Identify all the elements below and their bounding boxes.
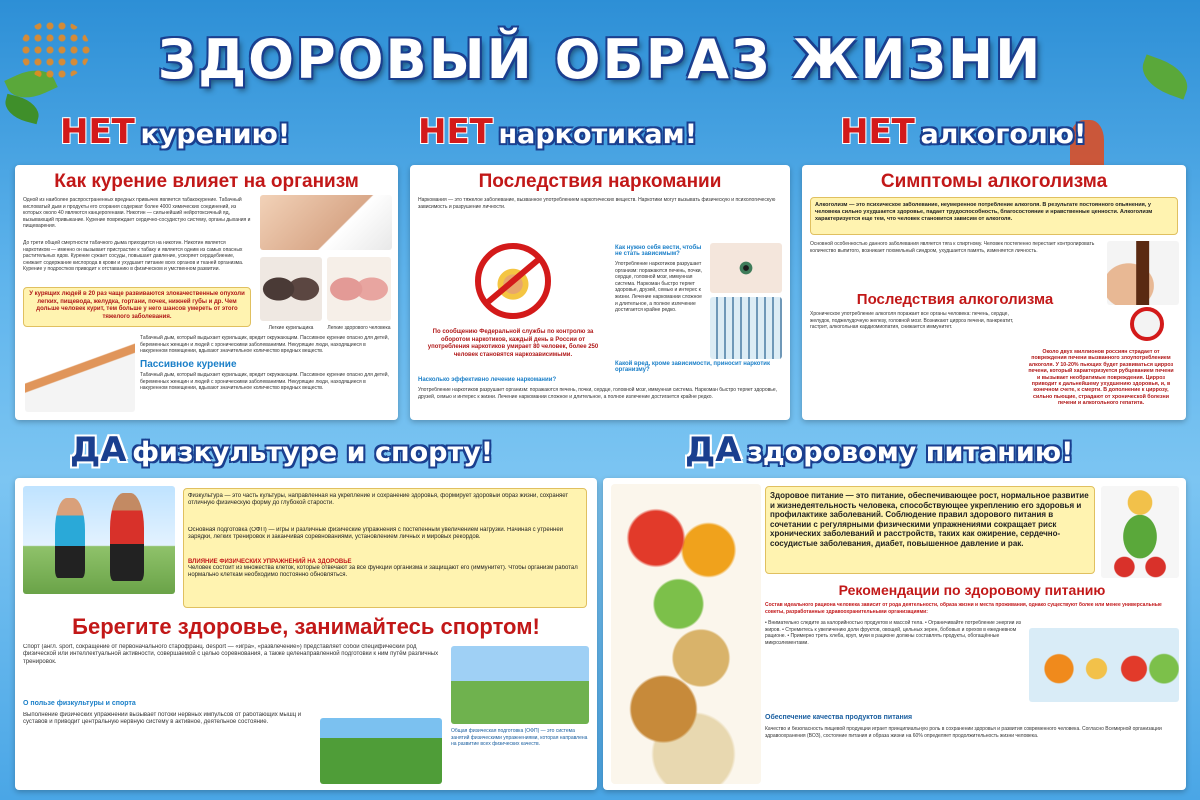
lungs-healthy-label: Легкие здорового человека (327, 325, 391, 331)
panel-sport (15, 478, 597, 790)
panel-food (603, 478, 1186, 790)
food-rec-intro: Состав идеального рациона человека зависит от рода деятельности, образа жизни и места проживания, однако существуют более или менее универсальные советы, разработанные здравоохранительными организациями: (765, 602, 1162, 615)
alcohol-body-text: Основной особенностью данного заболевания является тяга к спиртному. Человек постепенно перестает контролировать количество выпитого, возникает похмельный синдром, ухудшается память, изменяется личность. (810, 241, 1095, 254)
panel-alcohol (802, 165, 1186, 420)
hand-bottle-image (1107, 241, 1179, 305)
panel-heading: Последствия наркомании (478, 171, 722, 192)
smoking-body-text: До трети общей смертности табачного дыма приходится на никотин. Никотин является наркотиком — именно он вызывает пристрастие к табаку и является одним из самых опасных растительных ядов. Курение сужает сосуды, повышает давление, ускоряет сердцебиение, снижает содержание кислорода в крови и ухудшает питание всех органов и тканей организма. Курение у подростков приводит к отставанию в физическом и умственном развитии. (23, 240, 244, 273)
sport-info-box (183, 488, 587, 608)
no-alcohol-icon (1130, 307, 1164, 341)
alcohol-consequences-text: Хроническое употребление алкоголя поражает все органы человека: печень, сердце, желудок, поджелудочную железу, головной мозг. Возникают цирроз печени, панкреатит, гастрит, алкогольная кардиомиопатия, снижается иммунитет. (810, 311, 1014, 331)
food-definition-text: Здоровое питание — это питание, обеспечивающее рост, нормальное развитие и жизнедеятельность человека, способствующее укреплению его здоровья и профилактике заболеваний. Соблюдение правил здорового питания в сочетании с регулярными физическими упражнениями сокращает риск хронических заболеваний и расстройств, таких как ожирение, сердечно-сосудистые заболевания, диабет, повышенное давление и рак. (770, 491, 1089, 548)
slogan-alcohol-word: алкоголю! (920, 119, 1087, 150)
smoking-warning-box: У курящих людей в 20 раз чаще развиваются злокачественные опухоли легких, пищевода, желудка, гортани, почек, нижней губы и др. Чем дольше человек курит, тем больше у него шансов умереть от этого тяжелого заболевания. (23, 287, 251, 327)
influence-text: Человек состоит из множества клеток, которые отвечают за все функции организма и защищают его (иммунитет). Чтобы организм работал нормально клеткам необходимо постоянно обновляться. (188, 565, 578, 579)
sport-big-heading: Берегите здоровье, занимайтесь спортом! (72, 614, 540, 639)
alcohol-intro-box (810, 197, 1178, 235)
influence-heading: ВЛИЯНИЕ ФИЗИЧЕСКИХ УПРАЖНЕНИЙ НА ЗДОРОВЬЕ (188, 559, 352, 565)
slogan-no-smoking (60, 112, 290, 152)
sport-description-text: Спорт (англ. sport, сокращение от первоначального старофранц. desport — «игра», «развлечение») представляет собой специфический род физической или интеллектуальной активности, совершаемой с целью соревнования, а также целенаправленной подготовки к ним путём различных тренировок. (23, 644, 439, 665)
panel-drugs (410, 165, 790, 420)
panel-smoking (15, 165, 398, 420)
drugs-body-text: Употребление наркотиков разрушает организм: поражаются печень, почки, сердце, головной мозг, иммунная система. Наркоман быстро теряет здоровье, друзей, семью и интерес к жизни. Лечение наркомании сложное и длительное, а полное излечение достигается крайне редко. (418, 387, 778, 400)
food-quality-text: Качество и безопасность пищевой продукции играет принципиальную роль в сохранении здоровья и развития современного человека. Согласно Всемирной организации здравоохранения (ВОЗ), состояние питания и образа жизни на 60% определяет продолжительность жизни человека. (765, 726, 1162, 739)
lungs-smoker-label: Легкие курильщика (268, 325, 314, 331)
lungs-smoker-image (260, 257, 322, 321)
slogan-yes-sport (70, 430, 493, 470)
food-definition-box (765, 486, 1095, 574)
drugs-advice-text: Употребление наркотиков разрушает организм: поражаются печень, почки, сердце, головной мозг, иммунная система. Наркоман быстро теряет здоровье, друзей, семью и интерес к жизни. Лечение наркомании сложное и длительное, а полное излечение достигается крайне редко. (615, 261, 702, 314)
runner-woman-shape (55, 498, 85, 578)
slogan-food-word: здоровому питанию! (747, 437, 1074, 468)
slogan-no-word: НЕТ (418, 112, 493, 152)
cigarette-image (25, 337, 135, 412)
page-title: ЗДОРОВЫЙ ОБРАЗ ЖИЗНИ (157, 28, 1043, 91)
slogan-no-alcohol (840, 112, 1086, 152)
kids-football-image (320, 718, 442, 784)
food-quality-heading: Обеспечение качества продуктов питания (765, 714, 913, 721)
slogan-drugs-word: наркотикам! (498, 119, 698, 150)
alcohol-intro-text: Алкоголизм — это психическое заболевание, неумеренное потребление алкоголя. В результате постоянного опьянения, у человека сильно ухудшается здоровье, падает трудоспособность, благосостояние и нравственные ценности. Алкоголизм характеризуется еще тем, что человек становится зависим от алкоголя. (815, 202, 1153, 222)
ofp-text: Общая физическая подготовка (ОФП) — это система занятий физическими упражнениями, которая направлена на развитие всех физических качеств. (451, 728, 588, 748)
food-rec-list: • Внимательно следите за калорийностью продуктов и массой тела. • Ограничивайте потребление энергии из жиров. • Стремитесь к увеличению доли фруктов, овощей, цельных зерен, бобовых и орехов в ежедневном рационе. • Примерно треть хлеба, круп, муки в рационе должны составлять продукты, обогащённые микроэлементами. (765, 620, 1021, 646)
smoking-extra-text: Табачный дым, который выдыхает курильщик, вредит окружающим. Пассивное курение опасно для детей, беременных женщин и людей с хроническими заболеваниями. Некурящие люди, находящиеся в накуренном помещении, вдыхают значительное количество вредных веществ. (140, 335, 389, 355)
alcohol-sub-heading: Последствия алкоголизма (856, 291, 1054, 308)
panel-heading: Как курение влияет на организм (54, 171, 359, 192)
slogan-no-drugs (418, 112, 697, 152)
slogan-no-word: НЕТ (60, 112, 135, 152)
kids-sport-image (451, 646, 589, 724)
drugs-intro-text: Наркомания — это тяжелое заболевание, вызванное употреблением наркотических веществ. Наркотики могут вызывать физическую и психологическую зависимость и разрушение личности. (418, 197, 776, 210)
sport-definition-text: Физкультура — это часть культуры, направленная на укрепление и сохранение здоровья, формирует здоровый образ жизни, сохраняет отличную физическую форму до глубокой старости. (188, 493, 569, 507)
slogan-no-word: НЕТ (840, 112, 915, 152)
kids-fruit-image (1029, 628, 1179, 702)
runner-man-shape (110, 493, 144, 581)
panel-heading: Симптомы алкоголизма (880, 171, 1108, 192)
slogan-yes-word: ДА (70, 430, 127, 470)
food-pyramid-image (611, 484, 761, 784)
lungs-healthy-image (327, 257, 391, 321)
smoking-intro-text: Одной из наиболее распространенных вредных привычек является табакокурение. Табачный кисловатый дым и продукты его сгорания содержат более 4000 химических соединений, из которых около 40 являются канцерогенами. Никотин — сильнейший нейротоксичный яд, вызывающий привыкание. Курение повреждает сердечно-сосудистую систему, органы дыхания и пищеварения. (23, 197, 251, 230)
passive-smoking-text: Табачный дым, который выдыхает курильщик, вредит окружающим. Пассивное курение опасно для детей, беременных женщин и людей с хроническими заболеваниями. Некурящие люди, находящиеся в накуренном помещении, вдыхают значительное количество вредных веществ. (140, 372, 389, 392)
drugs-q3-heading: Насколько эффективно лечение наркомании? (418, 377, 557, 383)
leaf-decoration-left-2 (2, 94, 42, 125)
drugs-q2-heading: Какой вред, кроме зависимости, приносит наркотик организму? (615, 361, 770, 373)
slogan-yes-word: ДА (685, 430, 742, 470)
slogan-sport-word: физкультуре и спорту! (132, 437, 494, 468)
drugs-warning-box: По сообщению Федеральной службы по контролю за оборотом наркотиков, каждый день в России от употребления наркотиков умирает 80 человек, более 250 человек становятся наркозависимыми. (418, 325, 608, 373)
benefit-text: Выполнение физических упражнений вызывает потоки нервных импульсов от работающих мышц и суставов и приводит центральную нервную систему в активное, деятельное состояние. (23, 712, 302, 726)
drugs-q1-heading: Как нужно себя вести, чтобы не стать зависимым? (615, 245, 702, 257)
ampoules-image (710, 297, 782, 359)
benefit-heading: О пользе физкультуры и спорта (23, 700, 136, 707)
vegetables-figure-image (1101, 486, 1179, 578)
alcohol-warning-box: Около двух миллионов россиян страдает от повреждения печени вызванного злоупотреблением алкоголя. У 10-20% пьющих будет развиваться цирроз печени, который характеризуется рубцеванием печени и вызывает необратимые повреждения. Цирроз приводит к дальнейшему ухудшению здоровья, и, в конечном счете, к смерти. В дополнение к циррозу, сильно пьющие, страдают от хронической болезни печени и алкогольного гепатита. (1022, 345, 1180, 415)
eye-image (710, 243, 782, 293)
passive-smoking-heading: Пассивное курение (140, 359, 237, 370)
hands-cigarette-image (260, 195, 392, 250)
sport-training-text: Основная подготовка (ОФП) — игры и различные физические упражнения с постепенным увеличением нагрузки. Начиная с утренней зарядки, легких тренировок и заканчивая соревнованиями, установлением личных и мировых рекордов. (188, 527, 564, 541)
slogan-smoking-word: курению! (140, 119, 291, 150)
runners-image (23, 486, 175, 594)
food-rec-heading: Рекомендации по здоровому питанию (838, 582, 1106, 598)
slogan-yes-food (685, 430, 1073, 470)
